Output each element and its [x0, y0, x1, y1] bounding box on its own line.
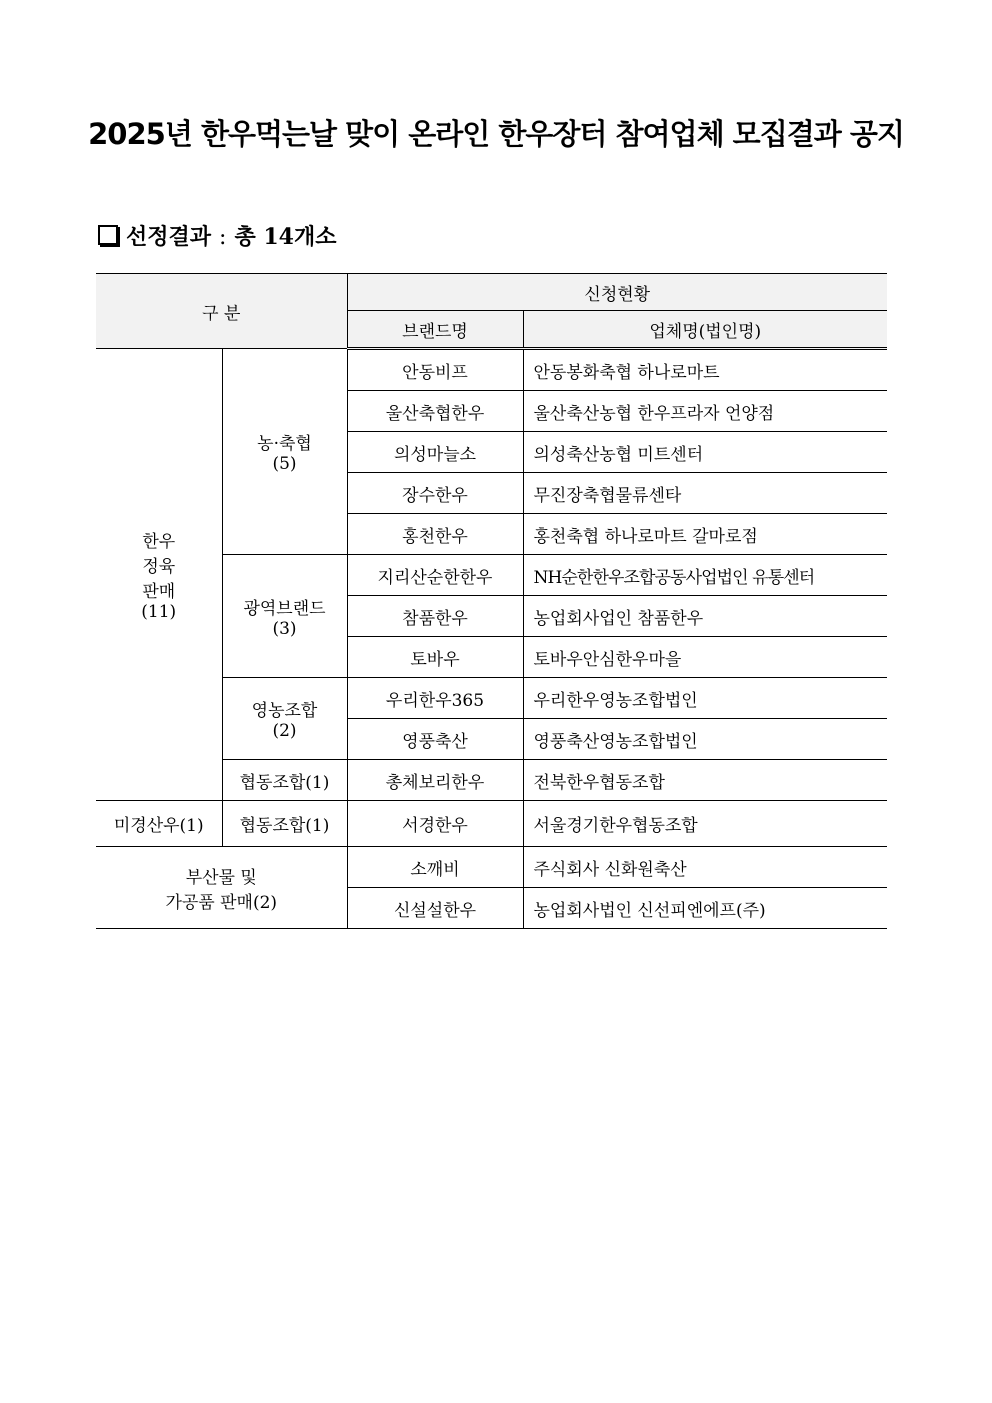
- brand-cell: 지리산순한한우: [347, 555, 523, 596]
- header-category: 구 분: [96, 274, 347, 349]
- brand-cell: 신설설한우: [347, 888, 523, 929]
- subgroup-coop: 협동조합(1): [222, 801, 347, 847]
- summary-value: 총 14개소: [234, 224, 337, 250]
- subgroup-farming-union: 영농조합 (2): [222, 678, 347, 760]
- company-cell: 주식회사 신화원축산: [523, 847, 887, 888]
- summary-label: 선정결과: [126, 224, 212, 250]
- brand-cell: 영풍축산: [347, 719, 523, 760]
- header-company-name: 업체명(법인명): [523, 311, 887, 349]
- subgroup-regional-brand: 광역브랜드 (3): [222, 555, 347, 678]
- header-application-status: 신청현황: [347, 274, 887, 311]
- brand-cell: 서경한우: [347, 801, 523, 847]
- brand-cell: 소깨비: [347, 847, 523, 888]
- company-cell: 안동봉화축협 하나로마트: [523, 349, 887, 391]
- company-cell: 영풍축산영농조합법인: [523, 719, 887, 760]
- table-row: [96, 349, 887, 391]
- brand-cell: 참품한우: [347, 596, 523, 637]
- summary-separator: :: [219, 225, 227, 250]
- company-cell: 전북한우협동조합: [523, 760, 887, 801]
- company-cell: 의성축산농협 미트센터: [523, 432, 887, 473]
- brand-cell: 안동비프: [347, 349, 523, 391]
- header-brand-name: 브랜드명: [347, 311, 523, 349]
- brand-cell: 토바우: [347, 637, 523, 678]
- company-cell: 무진장축협물류센타: [523, 473, 887, 514]
- brand-cell: 울산축협한우: [347, 391, 523, 432]
- subgroup-coop: 협동조합(1): [222, 760, 347, 801]
- company-cell: 농업회사법인 신선피엔에프(주): [523, 888, 887, 929]
- selection-result-table: [96, 273, 887, 929]
- brand-cell: 우리한우365: [347, 678, 523, 719]
- page-title: 2025년 한우먹는날 맞이 온라인 한우장터 참여업체 모집결과 공지: [88, 117, 904, 151]
- selection-summary: [98, 220, 336, 251]
- group-byproducts: 부산물 및 가공품 판매(2): [96, 847, 347, 929]
- group-hanwoo-sales: 한우 정육 판매 (11): [96, 349, 222, 801]
- checkbox-bullet-icon: [98, 225, 118, 245]
- company-cell: 울산축산농협 한우프라자 언양점: [523, 391, 887, 432]
- company-cell: NH순한한우조합공동사업법인 유통센터: [523, 555, 887, 596]
- company-cell: 토바우안심한우마을: [523, 637, 887, 678]
- table-row: [96, 847, 887, 888]
- table-row: [96, 801, 887, 847]
- company-cell: 서울경기한우협동조합: [523, 801, 887, 847]
- group-migyeong: 미경산우(1): [96, 801, 222, 847]
- brand-cell: 장수한우: [347, 473, 523, 514]
- brand-cell: 홍천한우: [347, 514, 523, 555]
- subgroup-nonghyup: 농·축협 (5): [222, 349, 347, 555]
- brand-cell: 총체보리한우: [347, 760, 523, 801]
- company-cell: 홍천축협 하나로마트 갈마로점: [523, 514, 887, 555]
- company-cell: 농업회사업인 참품한우: [523, 596, 887, 637]
- company-cell: 우리한우영농조합법인: [523, 678, 887, 719]
- brand-cell: 의성마늘소: [347, 432, 523, 473]
